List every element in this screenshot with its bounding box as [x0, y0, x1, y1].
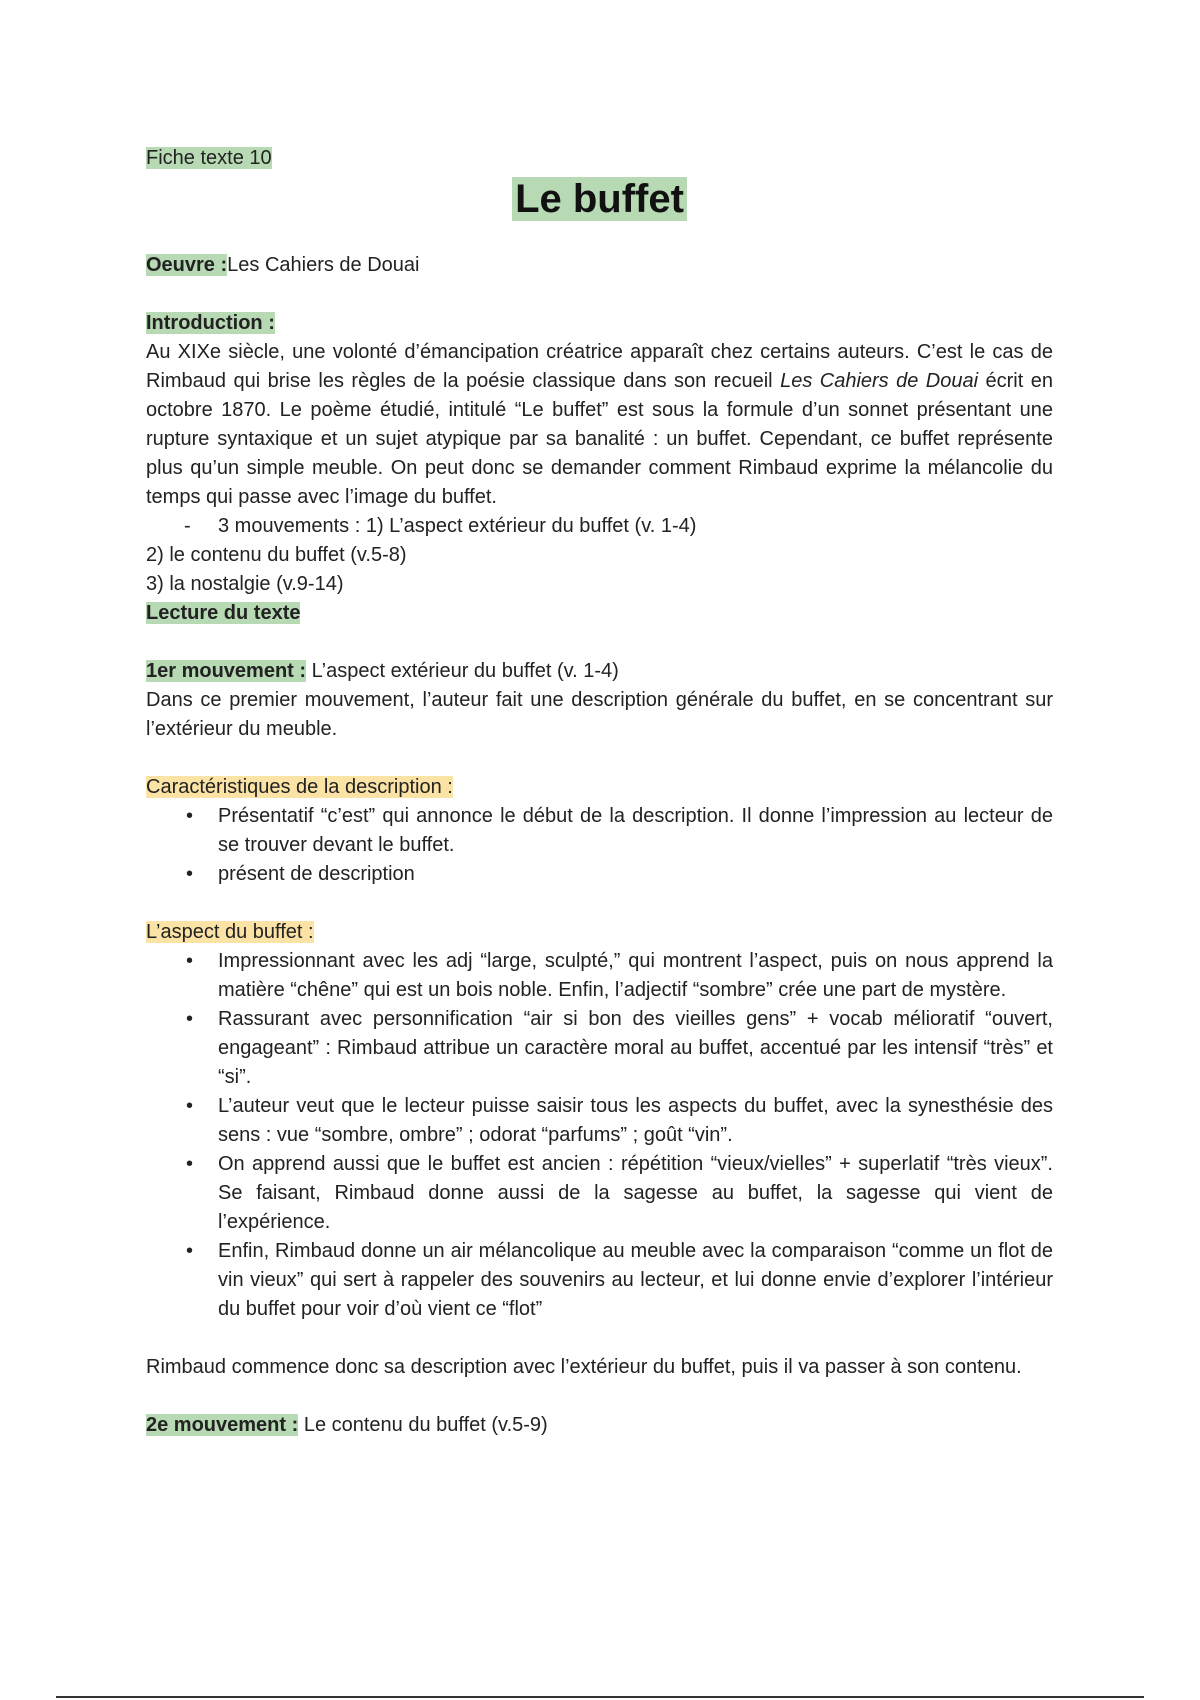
aspect-heading: L’aspect du buffet :	[146, 921, 314, 943]
title-row	[146, 175, 1053, 223]
introduction-text-start: Au XIXe siècle, une volonté d’émancipation créatrice apparaît chez certains auteurs. C’est le cas de Rimbaud qui brise les règles de la poésie classique dans son recueil	[146, 341, 1053, 392]
conclusion-paragraph: Rimbaud commence donc sa description avec l’extérieur du buffet, puis il va passer à son contenu.	[146, 1356, 1022, 1378]
introduction-paragraph	[146, 338, 1053, 512]
document-body	[146, 144, 1053, 1440]
aspect-heading-row	[146, 918, 1053, 947]
header-tag-row	[146, 144, 1053, 173]
oeuvre-row	[146, 251, 1053, 280]
movements-third: 3) la nostalgie (v.9-14)	[146, 573, 344, 595]
list-item: • Présentatif “c’est” qui annonce le début de la description. Il donne l’impression au lecteur de se trouver devant le buffet.	[146, 802, 1053, 860]
caracteristiques-heading-row	[146, 773, 1053, 802]
mouvement1-label: 1er mouvement :	[146, 660, 307, 682]
oeuvre-label: Oeuvre :	[146, 254, 228, 276]
movements-first: 3 mouvements : 1) L’aspect extérieur du buffet (v. 1-4)	[218, 515, 697, 537]
mouvement1-title: L’aspect extérieur du buffet (v. 1-4)	[306, 660, 619, 682]
mouvement1-heading-row	[146, 657, 1053, 686]
mouvement1-text: Dans ce premier mouvement, l’auteur fait une description générale du buffet, en se concentrant sur l’extérieur du meuble.	[146, 689, 1053, 740]
aspect-list	[146, 947, 1053, 1324]
footer-divider	[56, 1696, 1144, 1698]
movements-second: 2) le contenu du buffet (v.5-8)	[146, 544, 407, 566]
introduction-text-end: écrit en octobre 1870. Le poème étudié, intitulé “Le buffet” est sous la formule d’un sonnet présentant une rupture syntaxique et un sujet atypique par sa banalité : un buffet. Cependant, ce buffet représente plus qu’un simple meuble. On peut donc se demander comment Rimbaud exprime la mélancolie du temps qui passe avec l’image du buffet.	[146, 370, 1053, 508]
list-item: • présent de description	[146, 860, 1053, 889]
list-item: • L’auteur veut que le lecteur puisse saisir tous les aspects du buffet, avec la synesthésie des sens : vue “sombre, ombre” ; odorat “parfums” ; goût “vin”.	[146, 1092, 1053, 1150]
mouvement2-heading-row	[146, 1411, 1053, 1440]
header-tag: Fiche texte 10	[146, 147, 272, 169]
lecture-heading: Lecture du texte	[146, 602, 301, 624]
list-item: • Enfin, Rimbaud donne un air mélancolique au meuble avec la comparaison “comme un flot de vin vieux” qui sert à rappeler des souvenirs au lecteur, et lui donne envie d’explorer l’intérieur du buffet pour voir d’où vient ce “flot”	[146, 1237, 1053, 1324]
list-item: • On apprend aussi que le buffet est ancien : répétition “vieux/vielles” + superlatif “très vieux”. Se faisant, Rimbaud donne aussi de la sagesse au buffet, la sagesse qui vient de l’expérience.	[146, 1150, 1053, 1237]
caracteristiques-heading: Caractéristiques de la description :	[146, 776, 453, 798]
movements-dash: -	[184, 515, 191, 537]
page-title: Le buffet	[512, 177, 687, 221]
mouvement2-title: Le contenu du buffet (v.5-9)	[298, 1414, 548, 1436]
introduction-heading: Introduction :	[146, 312, 275, 334]
oeuvre-value: Les Cahiers de Douai	[227, 254, 420, 276]
mouvement2-label: 2e mouvement :	[146, 1414, 299, 1436]
caracteristiques-list	[146, 802, 1053, 889]
movements-line-2	[146, 541, 1053, 570]
movements-line-3	[146, 570, 1053, 599]
list-item: • Rassurant avec personnification “air si bon des vieilles gens” + vocab mélioratif “ouvert, engageant” : Rimbaud attribue un caractère moral au buffet, accentué par les intensif “très” et “si”.	[146, 1005, 1053, 1092]
introduction-book-title: Les Cahiers de Douai	[780, 370, 979, 392]
introduction-heading-row	[146, 309, 1053, 338]
lecture-heading-row	[146, 599, 1053, 628]
movements-line-1	[146, 512, 1053, 541]
list-item: • Impressionnant avec les adj “large, sculpté,” qui montrent l’aspect, puis on nous apprend la matière “chêne” qui est un bois noble. Enfin, l’adjectif “sombre” crée une part de mystère.	[146, 947, 1053, 1005]
